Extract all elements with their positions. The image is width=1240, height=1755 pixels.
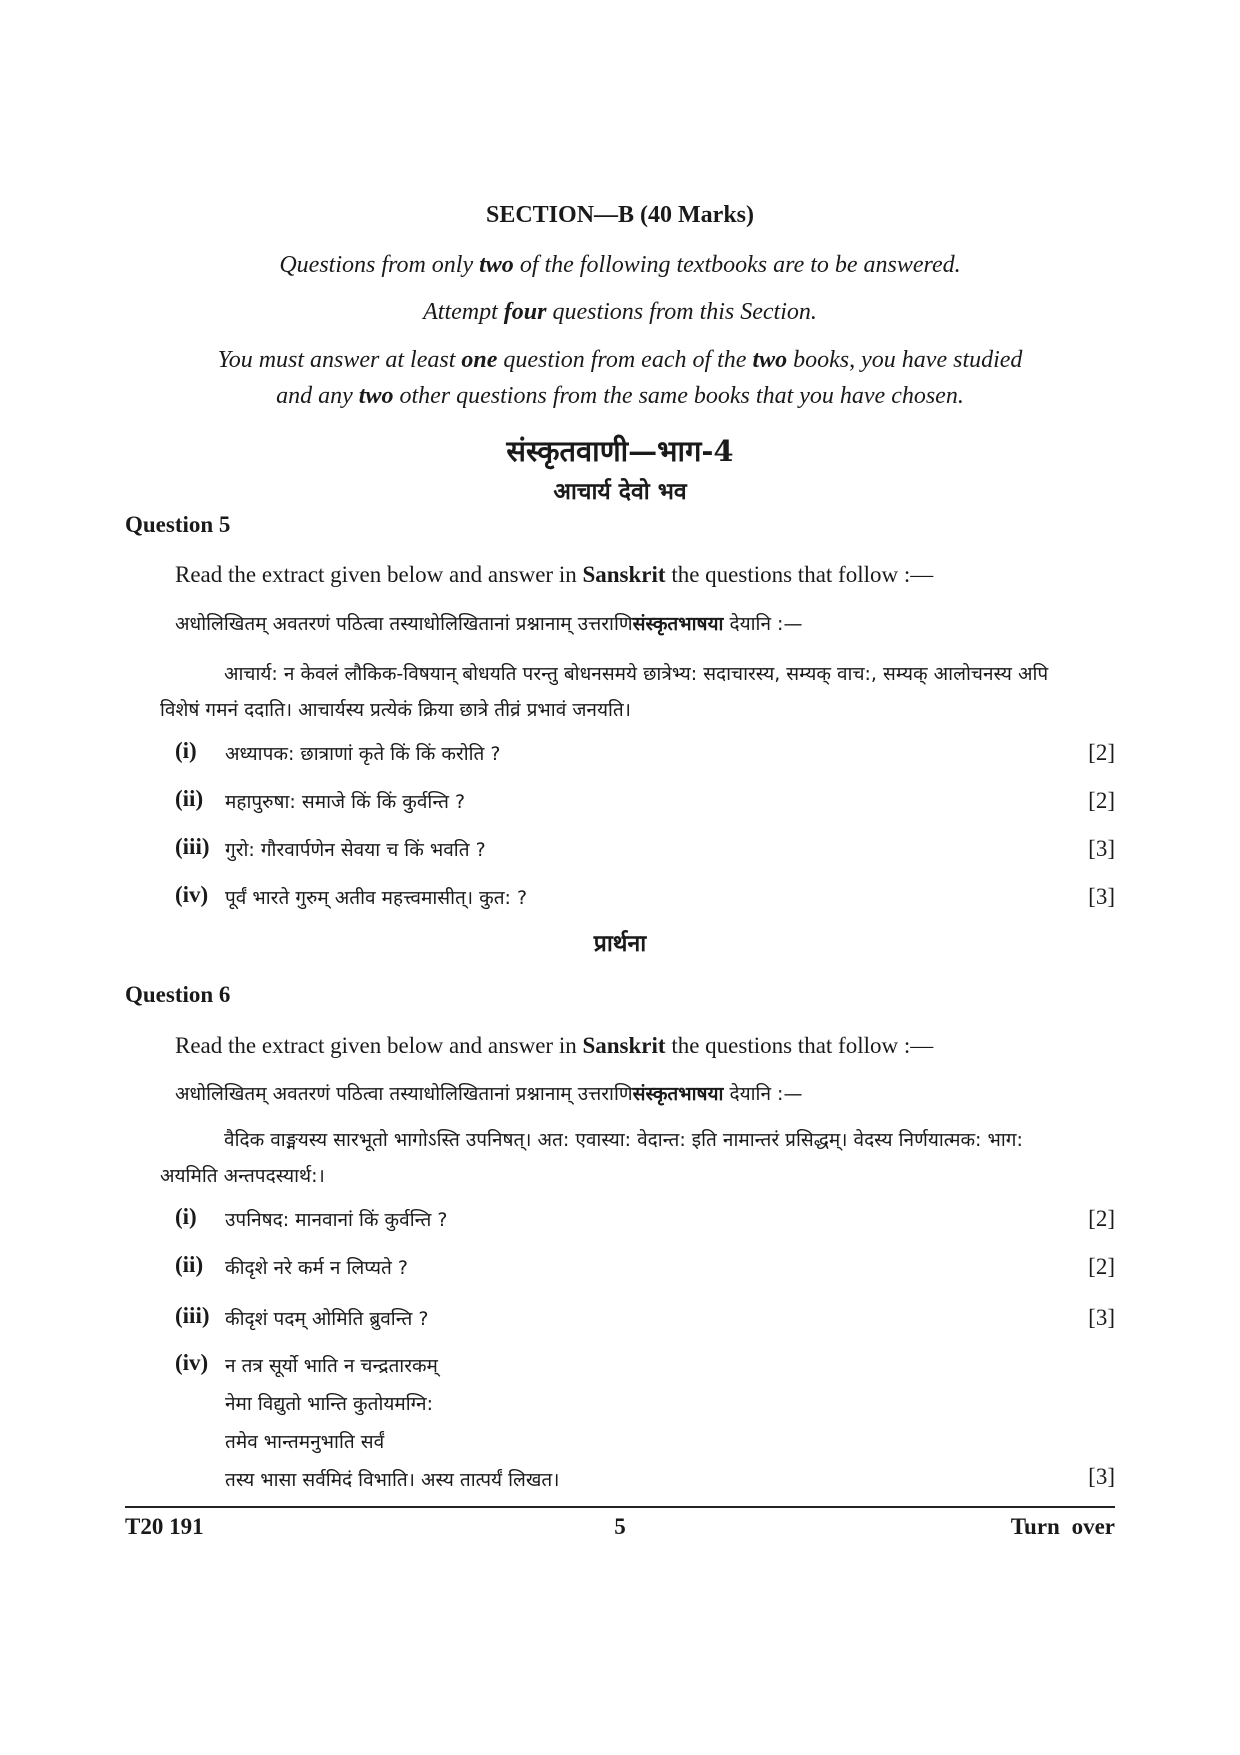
- question-5-item: [175, 834, 1115, 868]
- item-number: (iv): [175, 882, 209, 907]
- instruction-text: अधोलिखितम् अवतरणं पठित्वा तस्याधोलिखितानां प्रश्नानाम् उत्तराणि: [175, 1083, 633, 1105]
- item-text: कीदृशं पदम् ओमिति ब्रुवन्ति ?: [225, 1308, 429, 1330]
- verse-line: नेमा विद्युतो भान्ति कुतोयमग्नि:: [225, 1393, 433, 1415]
- item-text: कीदृशे नरे कर्म न लिप्यते ?: [225, 1257, 408, 1279]
- question-6-instruction-sanskrit: [175, 1080, 802, 1106]
- question-6-heading: Question 6: [125, 982, 231, 1007]
- item-marks: [3]: [1088, 1305, 1115, 1330]
- instruction-textbooks: [0, 252, 1240, 279]
- item-marks: [2]: [1088, 1254, 1115, 1279]
- book-title: संस्कृतवाणी—भाग-4: [506, 434, 734, 468]
- instruction-text: books, you have studied: [787, 347, 1023, 373]
- question-5-item: [175, 786, 1115, 820]
- question-6-item: [175, 1252, 1115, 1286]
- instruction-emphasis: Sanskrit: [582, 1033, 666, 1058]
- item-number: (iii): [175, 834, 210, 859]
- instruction-text: अधोलिखितम् अवतरणं पठित्वा तस्याधोलिखितानां प्रश्नानाम् उत्तराणि: [175, 613, 633, 635]
- question-5-instruction-sanskrit: [175, 610, 802, 636]
- question-6-verse-item: [175, 1350, 1115, 1490]
- chapter-title: आचार्य देवो भव: [553, 478, 687, 505]
- item-number: (ii): [175, 1252, 204, 1277]
- item-number: (iv): [175, 1350, 209, 1375]
- instruction-text: Attempt: [423, 299, 504, 325]
- item-marks: [2]: [1088, 740, 1115, 765]
- instruction-emphasis: two: [752, 347, 788, 373]
- instruction-text: Questions from only: [279, 252, 480, 278]
- item-text: महापुरुषा: समाजे किं किं कुर्वन्ति ?: [225, 791, 466, 813]
- instruction-text: देयानि :—: [723, 613, 803, 635]
- section-title: SECTION—B (40 Marks): [485, 202, 755, 228]
- instruction-text: the questions that follow :—: [665, 1033, 934, 1058]
- instruction-emphasis: two: [479, 252, 514, 278]
- question-5-instruction-english: [175, 562, 933, 588]
- item-number: (ii): [175, 786, 204, 811]
- instruction-emphasis: four: [503, 299, 547, 325]
- question-6-item: [175, 1204, 1115, 1238]
- instruction-emphasis: two: [358, 383, 394, 409]
- item-text: पूर्वं भारते गुरुम् अतीव महत्त्वमासीत्। कुत: ?: [225, 887, 528, 909]
- item-text: अध्यापक: छात्राणां कृते किं किं करोति ?: [225, 743, 501, 765]
- item-marks: [2]: [1088, 1206, 1115, 1231]
- item-marks: [3]: [1088, 836, 1115, 861]
- verse-line: तस्य भासा सर्वमिदं विभाति। अस्य तात्पर्यं लिखत।: [225, 1469, 560, 1491]
- item-text: गुरो: गौरवार्पणेन सेवया च किं भवति ?: [225, 839, 486, 861]
- verse-line: न तत्र सूर्यो भाति न चन्द्रतारकम्: [225, 1355, 438, 1377]
- instruction-text: देयानि :—: [723, 1083, 803, 1105]
- instruction-books-line1: [0, 347, 1240, 374]
- question-5-heading: Question 5: [125, 512, 231, 537]
- question-5-item: [175, 882, 1115, 916]
- instruction-text: and any: [276, 383, 359, 409]
- paper-code: T20 191: [125, 1514, 204, 1539]
- instruction-emphasis: Sanskrit: [582, 562, 666, 587]
- item-text: उपनिषद: मानवानां किं कुर्वन्ति ?: [225, 1209, 448, 1231]
- instruction-text: You must answer at least: [217, 347, 462, 373]
- question-6-instruction-english: [175, 1033, 933, 1059]
- question-6-item: [175, 1303, 1115, 1337]
- instruction-text: the questions that follow :—: [665, 562, 934, 587]
- instruction-text: questions from this Section.: [546, 299, 817, 325]
- item-number: (iii): [175, 1303, 210, 1328]
- instruction-attempt: [0, 299, 1240, 326]
- page-number: 5: [614, 1514, 626, 1539]
- instruction-books-line2: [0, 383, 1240, 410]
- item-number: (i): [175, 1204, 197, 1229]
- verse-line: तमेव भान्तमनुभाति सर्वं: [225, 1431, 385, 1453]
- instruction-emphasis: one: [461, 347, 498, 373]
- instruction-emphasis: संस्कृतभाषया: [632, 613, 724, 635]
- instruction-text: question from each of the: [497, 347, 753, 373]
- instruction-text: Read the extract given below and answer in: [175, 562, 583, 587]
- item-marks: [3]: [1088, 1464, 1115, 1489]
- item-number: (i): [175, 738, 197, 763]
- question-5-passage: आचार्य: न केवलं लौकिक-विषयान् बोधयति परन्तु बोधनसमये छात्रेभ्य: सदाचारस्य, सम्यक् वाच:, सम्यक् आलोचनस्य अपि विशेषं गमनं ददाति। आचार्यस्य प्रत्येकं क्रिया छात्रे तीव्रं प्रभावं जनयति।: [160, 663, 1049, 721]
- footer-divider: [125, 1506, 1115, 1508]
- turn-over-label: Turn over: [1010, 1514, 1115, 1539]
- instruction-emphasis: संस्कृतभाषया: [632, 1083, 724, 1105]
- instruction-text: of the following textbooks are to be answered.: [513, 252, 961, 278]
- item-marks: [3]: [1088, 884, 1115, 909]
- instruction-text: other questions from the same books that you have chosen.: [393, 383, 964, 409]
- item-marks: [2]: [1088, 788, 1115, 813]
- chapter-title-2: प्रार्थना: [593, 930, 647, 957]
- instruction-text: Read the extract given below and answer in: [175, 1033, 583, 1058]
- question-5-item: [175, 738, 1115, 772]
- question-6-passage: वैदिक वाङ्मयस्य सारभूतो भागोऽस्ति उपनिषत्। अत: एवास्या: वेदान्त: इति नामान्तरं प्रसिद्धम्। वेदस्य निर्णयात्मक: भाग: अयमिति अन्तपदस्यार्थ:।: [160, 1129, 1023, 1187]
